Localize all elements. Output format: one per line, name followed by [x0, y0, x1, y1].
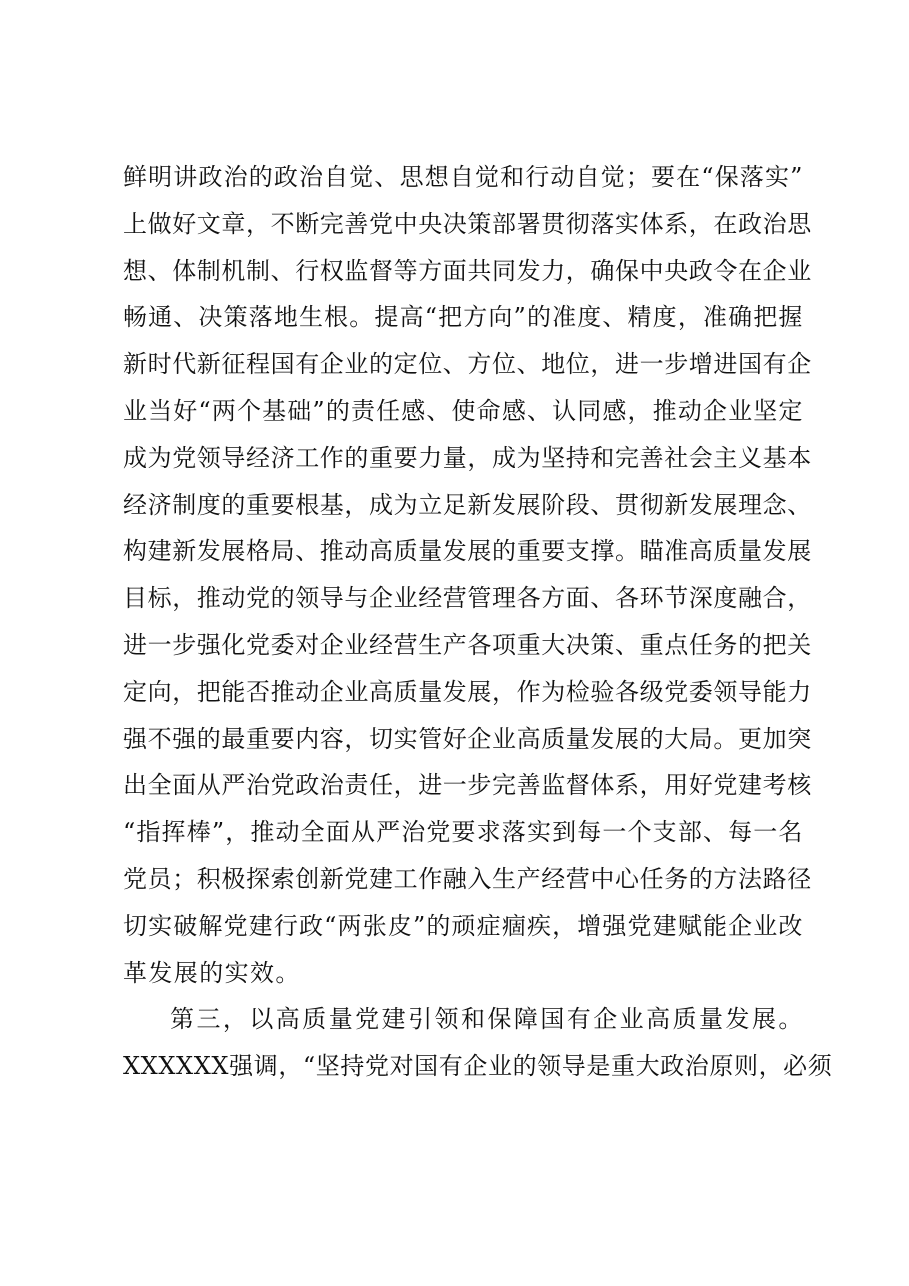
text-line-15: “指挥棒”，推动全面从严治党要求落实到每一个支部、每一名: [123, 818, 803, 846]
text-line-10: 目标，推动党的领导与企业经营管理各方面、各环节深度融合，: [123, 584, 812, 612]
text-line-16: 党员；积极探索创新党建工作融入生产经营中心任务的方法路径: [123, 865, 812, 893]
text-line-11: 进一步强化党委对企业经营生产各项重大决策、重点任务的把关: [123, 631, 812, 659]
text-line-9: 构建新发展格局、推动高质量发展的重要支撑。瞄准高质量发展: [123, 537, 812, 565]
text-line-2: 上做好文章，不断完善党中央决策部署贯彻落实体系，在政治思: [123, 210, 812, 238]
text-line-3: 想、体制机制、行权监督等方面共同发力，确保中央政令在企业: [123, 257, 812, 285]
text-line-18: 革发展的实效。: [123, 959, 301, 987]
text-line-14: 出全面从严治党政治责任，进一步完善监督体系，用好党建考核: [123, 771, 812, 799]
text-line-20: XXXXXX强调，“坚持党对国有企业的领导是重大政治原则，必须: [123, 1052, 833, 1080]
text-line-6: 业当好“两个基础”的责任感、使命感、认同感，推动企业坚定: [123, 397, 803, 425]
text-line-4: 畅通、决策落地生根。提高“把方向”的准度、精度，准确把握: [123, 303, 803, 331]
text-line-8: 经济制度的重要根基，成为立足新发展阶段、贯彻新发展理念、: [123, 491, 812, 519]
text-line-12: 定向，把能否推动企业高质量发展，作为检验各级党委领导能力: [123, 678, 812, 706]
text-line-13: 强不强的最重要内容，切实管好企业高质量发展的大局。更加突: [123, 725, 812, 753]
paragraph-heading-line: 第三，以高质量党建引领和保障国有企业高质量发展。: [170, 1005, 803, 1033]
text-line-5: 新时代新征程国有企业的定位、方位、地位，进一步增进国有企: [123, 350, 812, 378]
text-line-1: 鲜明讲政治的政治自觉、思想自觉和行动自觉；要在“保落实”: [123, 163, 803, 191]
text-line-7: 成为党领导经济工作的重要力量，成为坚持和完善社会主义基本: [123, 444, 812, 472]
text-line-17: 切实破解党建行政“两张皮”的顽症痼疾，增强党建赋能企业改: [123, 912, 803, 940]
